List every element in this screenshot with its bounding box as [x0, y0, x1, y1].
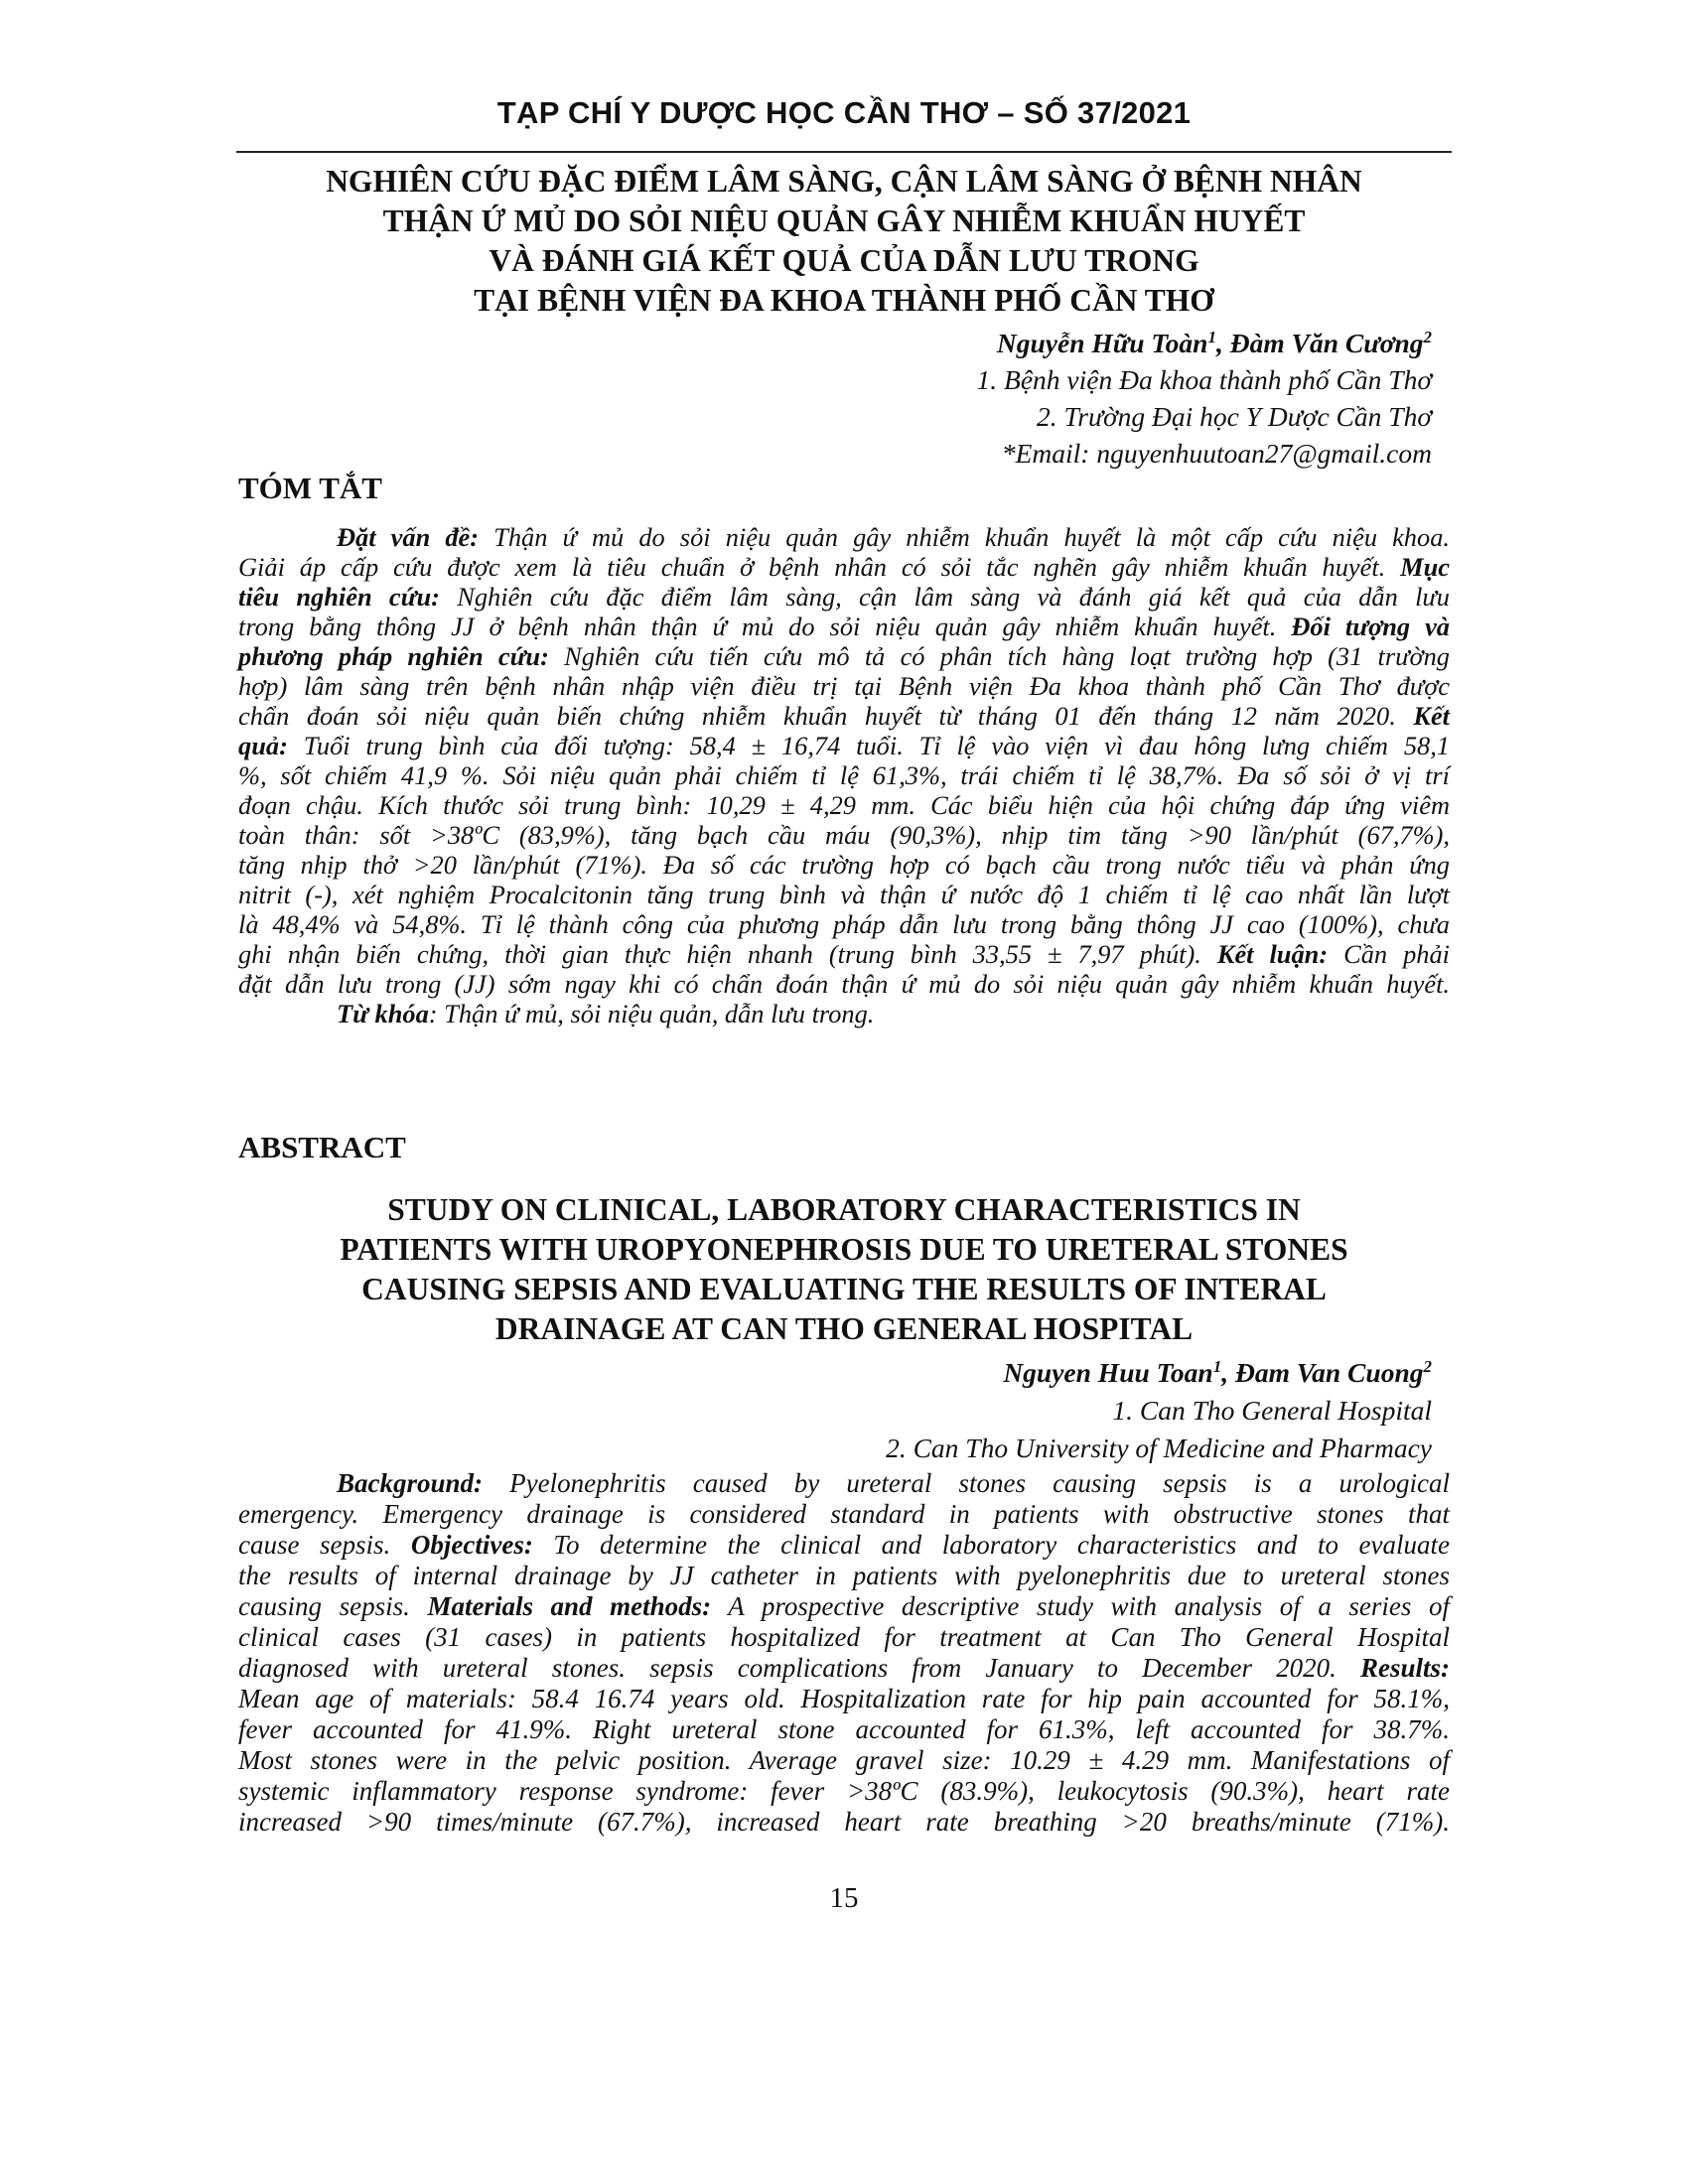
abstract-line: toàn thân: sốt >38ºC (83,9%), tăng bạch cầu máu (90,3%), nhịp tim tăng >90 lần/phút (67,7%), [238, 820, 1450, 850]
section-label: Đối tượng và [1291, 612, 1450, 641]
author-separator: , [1221, 1357, 1235, 1389]
keywords-line [238, 999, 1450, 1028]
page-number: 15 [829, 1882, 859, 1914]
title-vietnamese [199, 162, 1489, 321]
affiliation: 1. Bệnh viện Đa khoa thành phố Cần Thơ [976, 364, 1432, 396]
section-label: Materials and methods: [427, 1591, 712, 1621]
abstract-line: Giải áp cấp cứu được xem là tiêu chuẩn ở bệnh nhân có sỏi tắc nghẽn gây nhiễm khuẩn huyết. Mục [238, 552, 1450, 582]
abstract-line: hợp) lâm sàng trên bệnh nhân nhập viện điều trị tại Bệnh viện Đa khoa thành phố Cần Thơ được [238, 671, 1450, 701]
keywords: : Thận ứ mủ, sỏi niệu quản, dẫn lưu trong. [428, 999, 875, 1028]
abstract-line: quả: Tuổi trung bình của đối tượng: 58,4 ± 16,74 tuổi. Tỉ lệ vào viện vì đau hông lưng chiếm 58,1 [238, 731, 1450, 760]
title-line: VÀ ĐÁNH GIÁ KẾT QUẢ CỦA DẪN LƯU TRONG [489, 243, 1199, 278]
abstract-line: cause sepsis. Objectives: To determine the clinical and laboratory characteristics and to evaluate [238, 1530, 1450, 1560]
keywords-label: Từ khóa [337, 999, 429, 1028]
section-label: Results: [1359, 1653, 1450, 1683]
section-label: Kết luận: [1216, 939, 1329, 969]
section-label: Background: [337, 1468, 484, 1498]
abstract-line: trong bằng thông JJ ở bệnh nhân thận ứ mủ do sỏi niệu quản gây nhiễm khuẩn huyết. Đối tượng và [238, 612, 1450, 641]
affiliation-marker: 2 [1423, 1357, 1432, 1376]
section-label: Đặt vấn đề: [337, 522, 480, 552]
affiliation-marker: 1 [1207, 328, 1216, 346]
abstract-line: nitrit (-), xét nghiệm Procalcitonin tăng trung bình và thận ứ nước độ 1 chiếm tỉ lệ cao nhất lần lượt [238, 880, 1450, 909]
title-line: CAUSING SEPSIS AND EVALUATING THE RESULTS OF INTERAL [361, 1272, 1327, 1306]
abstract-line: đoạn chậu. Kích thước sỏi trung bình: 10,29 ± 4,29 mm. Các biểu hiện của hội chứng đáp ứng viêm [238, 790, 1450, 820]
abstract-line: emergency. Emergency drainage is considered standard in patients with obstructive stones that [238, 1499, 1450, 1529]
email: *Email: nguyenhuutoan27@gmail.com [1001, 438, 1432, 470]
abstract-line: đặt dẫn lưu trong (JJ) sớm ngay khi có chẩn đoán thận ứ mủ do sỏi niệu quản gây nhiễm khuẩn huyết. [238, 969, 1450, 999]
affiliation-marker: 2 [1423, 328, 1432, 346]
section-label: phương pháp nghiên cứu: [238, 641, 549, 671]
abstract-line: clinical cases (31 cases) in patients hospitalized for treatment at Can Tho General Hospital [238, 1622, 1450, 1652]
abstract-line: là 48,4% và 54,8%. Tỉ lệ thành công của phương pháp dẫn lưu trong bằng thông JJ cao (100%), chưa [238, 909, 1450, 939]
abstract-line: increased >90 times/minute (67.7%), increased heart rate breathing >20 breaths/minute (71%). [238, 1807, 1450, 1837]
abstract-line: tiêu nghiên cứu: Nghiên cứu đặc điểm lâm sàng, cận lâm sàng và đánh giá kết quả của dẫn lưu [238, 582, 1451, 612]
title-line: THẬN Ứ MỦ DO SỎI NIỆU QUẢN GÂY NHIỄM KHUẨN HUYẾT [382, 204, 1306, 238]
abstract-line: systemic inflammatory response syndrome: fever >38ºC (83.9%), leukocytosis (90.3%), heart rate [238, 1776, 1450, 1806]
abstract-line: Mean age of materials: 58.4 16.74 years old. Hospitalization rate for hip pain accounted for 58.1%, [238, 1684, 1450, 1713]
title-line: DRAINAGE AT CAN THO GENERAL HOSPITAL [494, 1311, 1194, 1346]
authors [886, 1348, 1432, 1392]
section-label: Objectives: [410, 1530, 533, 1560]
abstract-line: chẩn đoán sỏi niệu quản biến chứng nhiễm khuẩn huyết từ tháng 01 đến tháng 12 năm 2020. Kết [238, 701, 1450, 731]
summary-heading: TÓM TẮT [238, 471, 382, 505]
authors-block-vietnamese [977, 320, 1432, 472]
section-label: Mục [1400, 552, 1450, 582]
header-rule [236, 151, 1452, 153]
title-line: NGHIÊN CỨU ĐẶC ĐIỂM LÂM SÀNG, CẬN LÂM SÀNG Ở BỆNH NHÂN [326, 164, 1362, 199]
authors-block-english [886, 1348, 1432, 1467]
author-name: Nguyễn Hữu Toàn [996, 328, 1208, 359]
affiliation: 1. Can Tho General Hospital [1112, 1395, 1432, 1427]
title-line: TẠI BỆNH VIỆN ĐA KHOA THÀNH PHỐ CẦN THƠ [474, 283, 1214, 318]
author-name: Nguyen Huu Toan [1003, 1357, 1213, 1389]
section-label: tiêu nghiên cứu: [238, 582, 440, 612]
abstract-line: Đặt vấn đề: Thận ứ mủ do sỏi niệu quản gây nhiễm khuẩn huyết là một cấp cứu niệu khoa. [337, 522, 1450, 552]
abstract-line: Most stones were in the pelvic position. Average gravel size: 10.29 ± 4.29 mm. Manifestations of [238, 1745, 1450, 1775]
abstract-line: the results of internal drainage by JJ catheter in patients with pyelonephritis due to ureteral stones [238, 1561, 1450, 1590]
affiliation: 2. Trường Đại học Y Dược Cần Thơ [1037, 401, 1432, 433]
english-abstract [238, 1468, 1450, 1838]
title-line: STUDY ON CLINICAL, LABORATORY CHARACTERISTICS IN [387, 1192, 1301, 1227]
journal-header: TẠP CHÍ Y DƯỢC HỌC CẦN THƠ – SỐ 37/2021 [496, 95, 1192, 130]
abstract-line: phương pháp nghiên cứu: Nghiên cứu tiến cứu mô tả có phân tích hàng loạt trường hợp (31 trường [238, 641, 1450, 671]
affiliation-marker: 1 [1212, 1357, 1222, 1376]
author-name: Đam Van Cuong [1234, 1357, 1424, 1389]
affiliation: 2. Can Tho University of Medicine and Pharmacy [886, 1433, 1432, 1464]
section-label: Kết [1413, 701, 1450, 731]
author-name: Đàm Văn Cương [1229, 328, 1424, 359]
abstract-heading: ABSTRACT [238, 1130, 406, 1164]
title-line: PATIENTS WITH UROPYONEPHROSIS DUE TO URETERAL STONES [340, 1232, 1348, 1267]
abstract-line: tăng nhịp thở >20 lần/phút (71%). Đa số các trường hợp có bạch cầu trong nước tiểu và phản ứng [238, 850, 1450, 880]
author-separator: , [1215, 328, 1230, 359]
abstract-line: causing sepsis. Materials and methods: A prospective descriptive study with analysis of a series of [238, 1591, 1450, 1621]
abstract-line: Background: Pyelonephritis caused by ureteral stones causing sepsis is a urological [337, 1468, 1450, 1498]
abstract-line: ghi nhận biến chứng, thời gian thực hiện nhanh (trung bình 33,55 ± 7,97 phút). Kết luận: Cần phải [238, 939, 1450, 969]
abstract-line: %, sốt chiếm 41,9 %. Sỏi niệu quản phải chiếm tỉ lệ 61,3%, trái chiếm tỉ lệ 38,7%. Đa số sỏi ở vị trí [238, 760, 1450, 790]
title-english [199, 1190, 1489, 1349]
abstract-line: diagnosed with ureteral stones. sepsis complications from January to December 2020. Results: [238, 1653, 1450, 1683]
vietnamese-abstract [238, 522, 1450, 1028]
authors [977, 320, 1432, 361]
section-label: quả: [238, 731, 288, 760]
abstract-line: fever accounted for 41.9%. Right ureteral stone accounted for 61.3%, left accounted for 38.7%. [238, 1714, 1450, 1744]
